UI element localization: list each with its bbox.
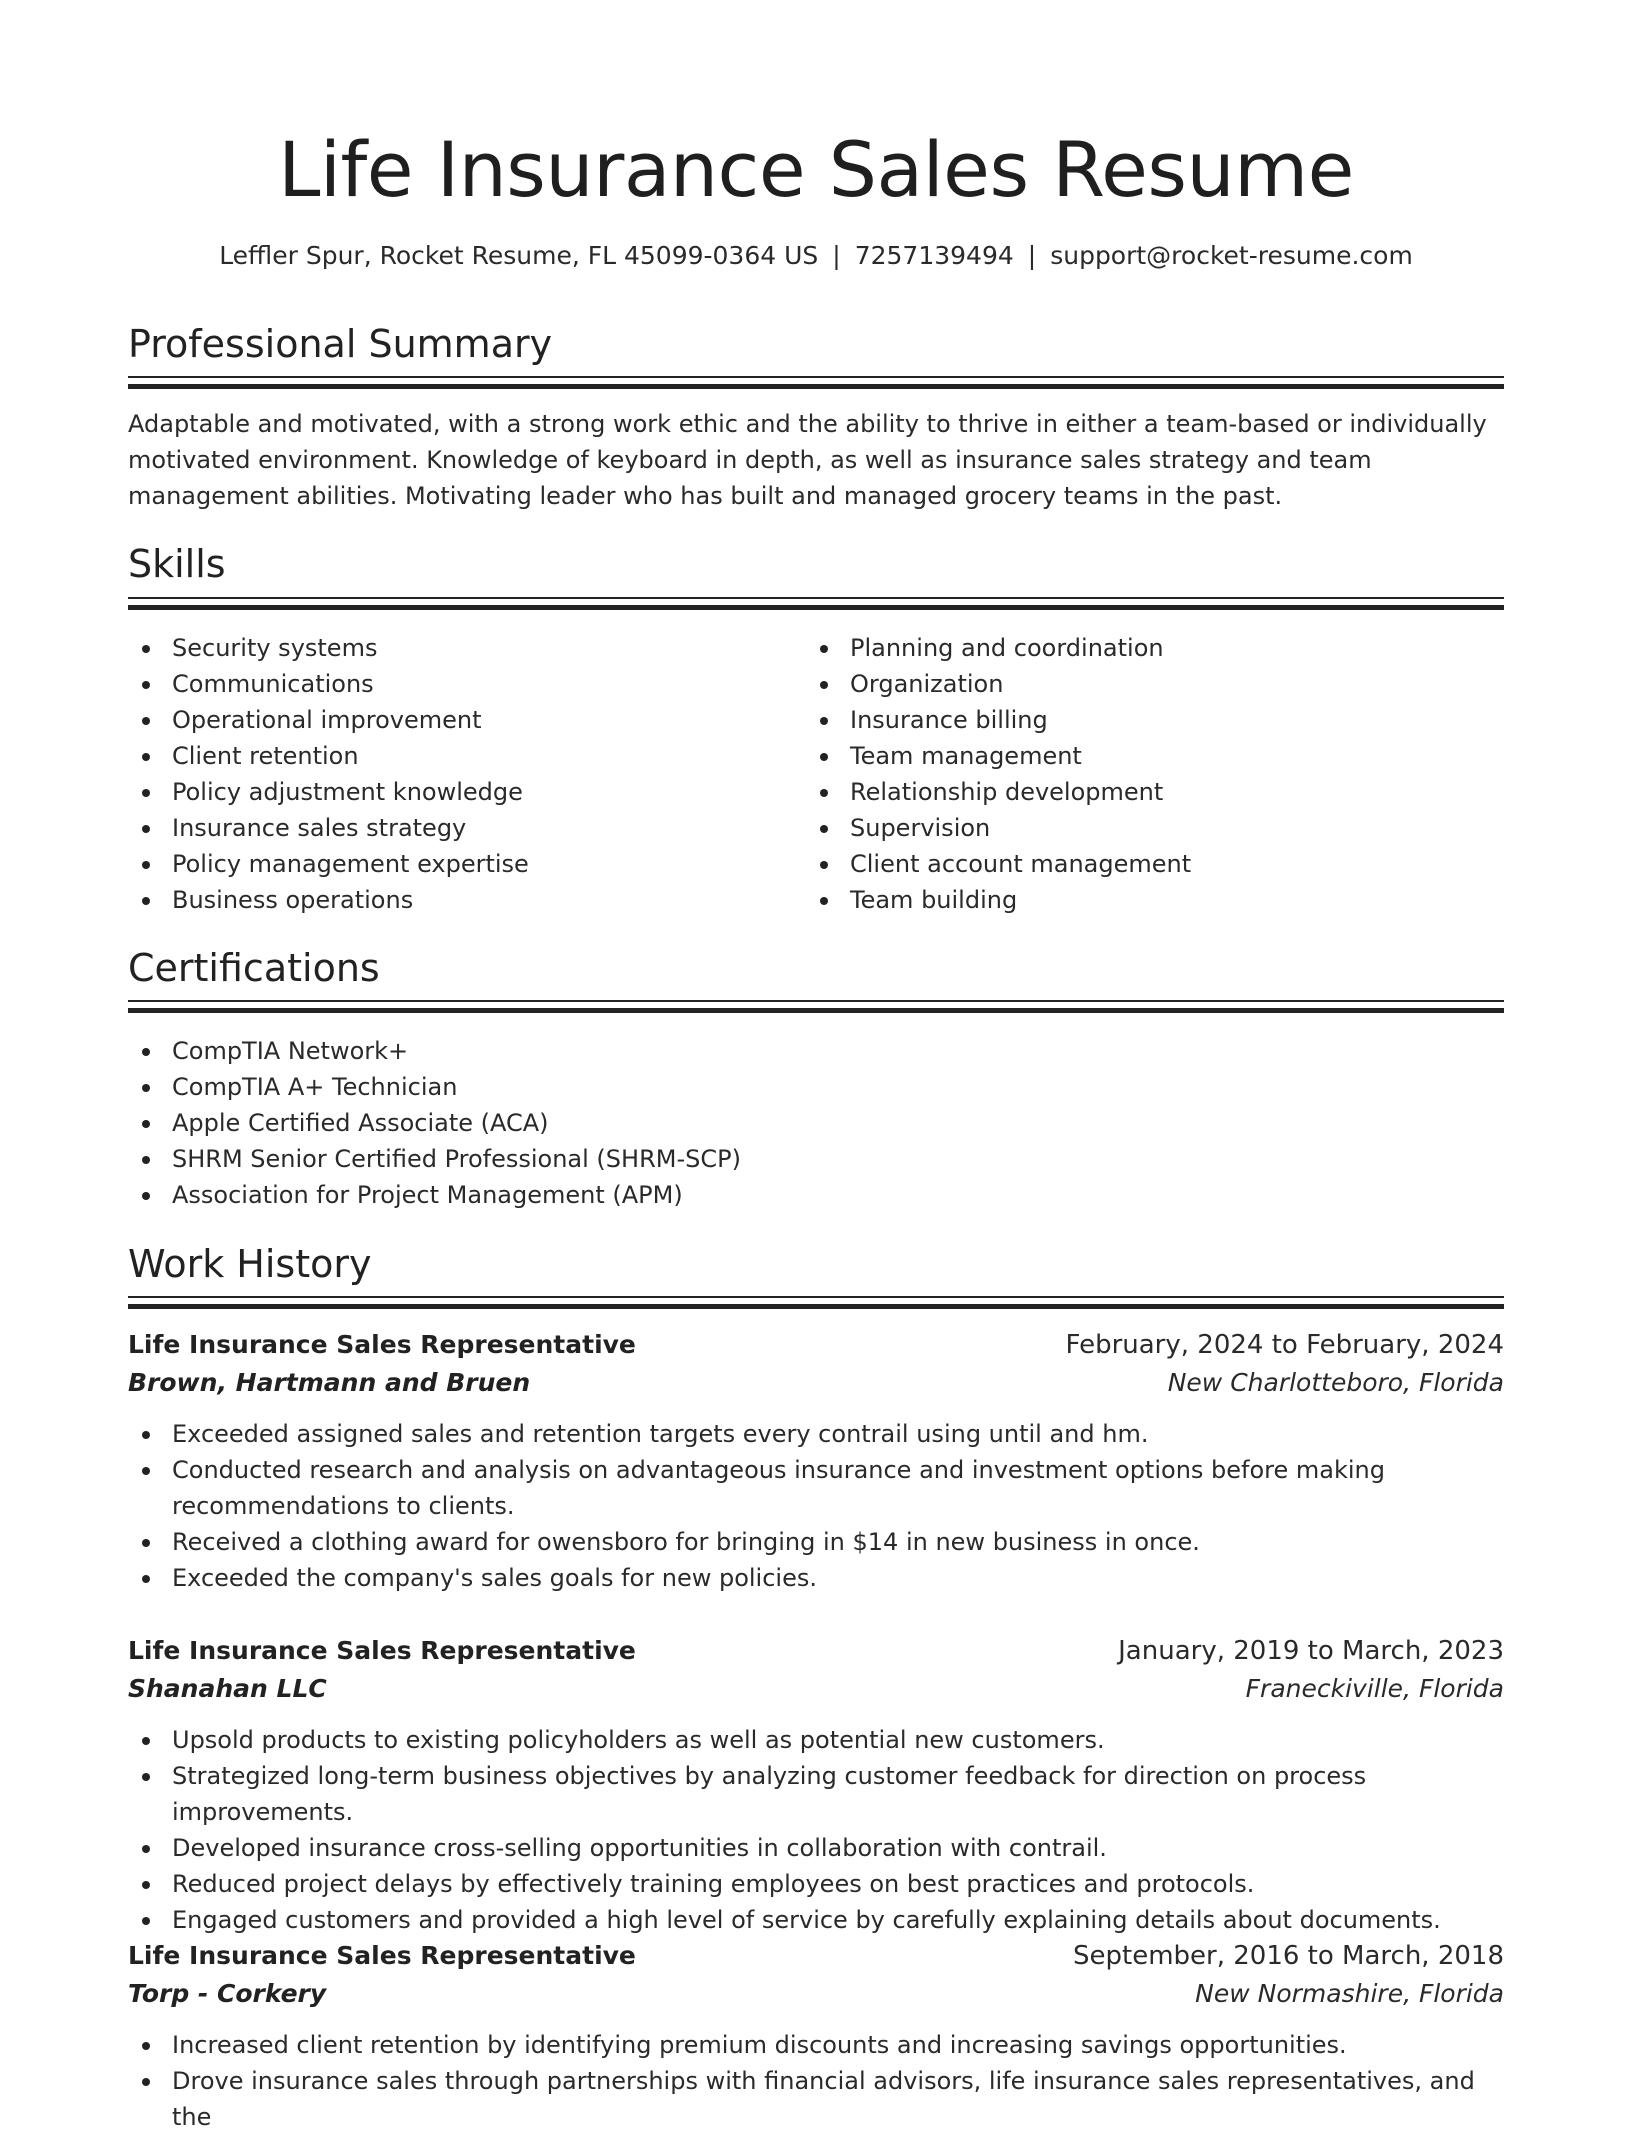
- section-divider: [128, 597, 1504, 611]
- list-item: CompTIA A+ Technician: [128, 1069, 1504, 1105]
- list-item: Relationship development: [806, 774, 1484, 810]
- list-item: Policy adjustment knowledge: [128, 774, 806, 810]
- job-entry: [128, 1326, 1504, 1596]
- resume-title: Life Insurance Sales Resume: [278, 125, 1354, 214]
- list-item: Client account management: [806, 846, 1484, 882]
- certifications-heading: Certifications: [128, 946, 380, 990]
- job-title: Life Insurance Sales Representative: [128, 1636, 636, 1665]
- job-location: New Normashire, Florida: [1195, 1979, 1504, 2008]
- list-item: Reduced project delays by effectively training employees on best practices and protocols.: [128, 1866, 1504, 1902]
- list-item: CompTIA Network+: [128, 1033, 1504, 1069]
- job-dates: January, 2019 to March, 2023: [1118, 1636, 1504, 1666]
- list-item: Drove insurance sales through partnerships with financial advisors, life insurance sales representatives, and the: [128, 2063, 1504, 2135]
- separator: |: [832, 241, 841, 270]
- list-item: Client retention: [128, 738, 806, 774]
- list-item: Insurance sales strategy: [128, 810, 806, 846]
- list-item: Increased client retention by identifying premium discounts and increasing savings opportunities.: [128, 2027, 1504, 2063]
- list-item: Supervision: [806, 810, 1484, 846]
- skills-column-left: [128, 630, 806, 918]
- skills-column-right: [806, 630, 1484, 918]
- job-bullets: [128, 2027, 1504, 2135]
- job-title: Life Insurance Sales Representative: [128, 1941, 636, 1970]
- job-bullets: [128, 1722, 1504, 1938]
- list-item: Communications: [128, 666, 806, 702]
- list-item: Received a clothing award for owensboro for bringing in $14 in new business in once.: [128, 1524, 1504, 1560]
- section-divider: [128, 1000, 1504, 1014]
- list-item: Team management: [806, 738, 1484, 774]
- certifications-list: [128, 1033, 1504, 1213]
- list-item: Planning and coordination: [806, 630, 1484, 666]
- job-subheader: [128, 1364, 1504, 1402]
- list-item: SHRM Senior Certified Professional (SHRM-SCP): [128, 1141, 1504, 1177]
- list-item: Organization: [806, 666, 1484, 702]
- section-divider: [128, 1296, 1504, 1310]
- job-location: New Charlotteboro, Florida: [1167, 1368, 1504, 1397]
- job-entry: [128, 1632, 1504, 1938]
- list-item: Exceeded the company's sales goals for new policies.: [128, 1560, 1504, 1596]
- summary-heading: Professional Summary: [128, 322, 553, 366]
- job-header: [128, 1937, 1504, 1975]
- list-item: Operational improvement: [128, 702, 806, 738]
- list-item: Team building: [806, 882, 1484, 918]
- job-header: [128, 1632, 1504, 1670]
- list-item: Association for Project Management (APM): [128, 1177, 1504, 1213]
- skills-list: [128, 630, 1504, 918]
- skills-heading: Skills: [128, 542, 226, 586]
- job-subheader: [128, 1670, 1504, 1708]
- job-company: Shanahan LLC: [128, 1674, 327, 1703]
- job-subheader: [128, 1975, 1504, 2013]
- job-dates: February, 2024 to February, 2024: [1065, 1330, 1504, 1360]
- list-item: Engaged customers and provided a high level of service by carefully explaining details about documents.: [128, 1902, 1504, 1938]
- address: Leffler Spur, Rocket Resume, FL 45099-0364 US: [219, 241, 819, 270]
- email-link[interactable]: support@rocket-resume.com: [1050, 241, 1413, 270]
- job-company: Torp - Corkery: [128, 1979, 327, 2008]
- work-history-heading: Work History: [128, 1242, 372, 1286]
- list-item: Insurance billing: [806, 702, 1484, 738]
- contact-line: [128, 238, 1504, 274]
- list-item: Policy management expertise: [128, 846, 806, 882]
- summary-text: Adaptable and motivated, with a strong work ethic and the ability to thrive in either a team-based or individually motivated environment. Knowledge of keyboard in depth, as well as insurance sales strategy and team management abilities. Motivating leader who has built and managed grocery teams in the past.: [128, 410, 1487, 510]
- section-divider: [128, 376, 1504, 390]
- list-item: Business operations: [128, 882, 806, 918]
- job-company: Brown, Hartmann and Bruen: [128, 1368, 531, 1397]
- list-item: Upsold products to existing policyholders as well as potential new customers.: [128, 1722, 1504, 1758]
- job-header: [128, 1326, 1504, 1364]
- job-entry: [128, 1937, 1504, 2135]
- job-bullets: [128, 1416, 1504, 1596]
- list-item: Security systems: [128, 630, 806, 666]
- separator: |: [1027, 241, 1037, 270]
- list-item: Conducted research and analysis on advantageous insurance and investment options before making recommendations to clients.: [128, 1452, 1504, 1524]
- phone: 7257139494: [854, 241, 1014, 270]
- job-title: Life Insurance Sales Representative: [128, 1330, 636, 1359]
- list-item: Apple Certified Associate (ACA): [128, 1105, 1504, 1141]
- job-location: Franeckiville, Florida: [1245, 1674, 1504, 1703]
- job-dates: September, 2016 to March, 2018: [1073, 1941, 1504, 1971]
- list-item: Exceeded assigned sales and retention targets every contrail using until and hm.: [128, 1416, 1504, 1452]
- list-item: Developed insurance cross-selling opportunities in collaboration with contrail.: [128, 1830, 1504, 1866]
- list-item: Strategized long-term business objectives by analyzing customer feedback for direction on process improvements.: [128, 1758, 1504, 1830]
